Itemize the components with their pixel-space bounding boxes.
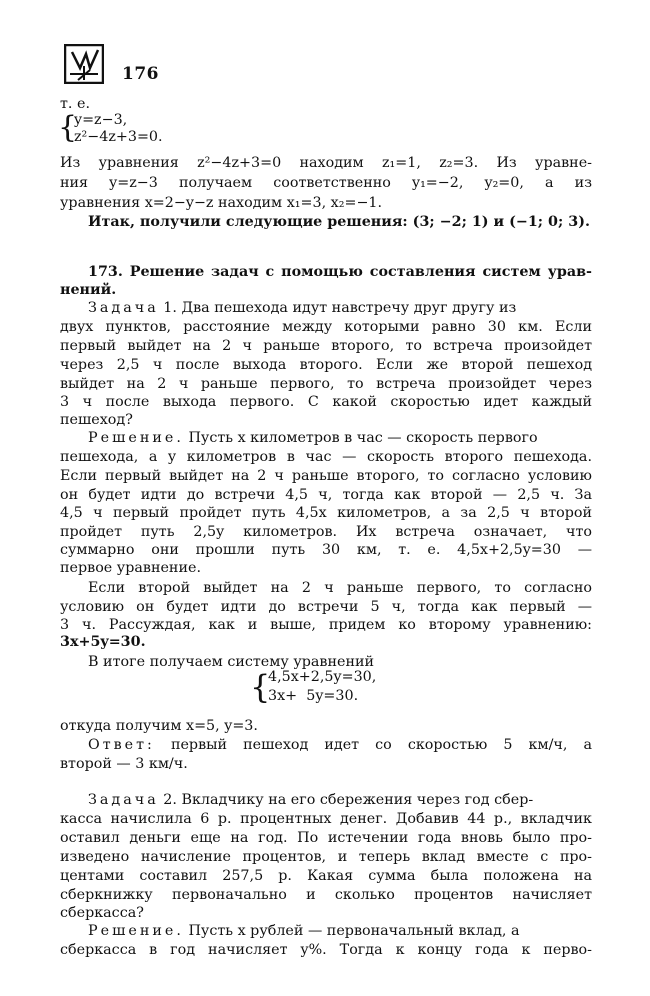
- solution-line: 4,5 ч первый пройдет путь 4,5x километров, а за 2,5 ч второй: [60, 505, 592, 521]
- text-line: уравнения x=2−y−z находим x₁=3, x₂=−1.: [60, 195, 383, 211]
- solution-line: [88, 428, 538, 448]
- solution-line: Если первый выйдет на 2 ч раньше второго, то согласно условию: [60, 468, 592, 484]
- system-equation: 4,5x+2,5y=30,: [268, 669, 377, 685]
- section-heading: нений.: [60, 282, 117, 298]
- solution-line: он будет идти до встречи 4,5 ч, тогда как второй — 2,5 ч. За: [60, 487, 592, 503]
- task-line: пешеход?: [60, 412, 133, 428]
- task-line: 3 ч после выхода первого. С какой скоростью идет каждый: [60, 394, 592, 410]
- answer-text: первый пешеход идет со скоростью 5 км/ч, а: [154, 737, 592, 753]
- solution-line: [88, 921, 520, 941]
- task-line: сберкнижку первоначально и сколько процентов начисляет: [60, 887, 592, 903]
- answer-line: [88, 735, 592, 755]
- page-number: 176: [122, 64, 159, 84]
- task-line: [88, 298, 516, 318]
- solution-line: первое уравнение.: [60, 560, 201, 576]
- task-line: сберкасса?: [60, 905, 144, 921]
- text-line: Из уравнения z²−4z+3=0 находим z₁=1, z₂=3. Из уравне-: [60, 155, 592, 171]
- solution-line: пешехода, а y километров в час — скорость второго пешехода.: [60, 449, 592, 465]
- text-line: ния y=z−3 получаем соответственно y₁=−2, y₂=0, а из: [60, 175, 592, 191]
- task-text: 1. Два пешехода идут навстречу друг другу из: [158, 300, 517, 316]
- task-line: касса начислила 6 р. процентных денег. Добавив 44 р., вкладчик: [60, 811, 592, 827]
- task-line: изведено начисление процентов, и теперь вклад вместе с про-: [60, 849, 592, 865]
- solution-line: откуда получим x=5, y=3.: [60, 718, 258, 734]
- solution-line: пройдет путь 2,5y километров. Их встреча означает, что: [60, 524, 592, 540]
- publisher-emblem-icon: [64, 44, 104, 84]
- solution-line: В итоге получаем систему уравнений: [88, 654, 375, 670]
- system-brace: {: [250, 668, 271, 706]
- solution-label: Решение.: [88, 923, 184, 939]
- solution-text: Пусть x рублей — первоначальный вклад, а: [183, 923, 520, 939]
- task-label: Задача: [88, 300, 159, 316]
- task-line: оставил деньги еще на год. По истечении года вновь было про-: [60, 830, 592, 846]
- conclusion-line: Итак, получили следующие решения: (3; −2; 1) и (−1; 0; 3).: [88, 214, 590, 230]
- task-text: 2. Вкладчику на его сбережения через год сбер-: [158, 792, 534, 808]
- task-line: через 2,5 ч после выхода второго. Если же второй пешеход: [60, 357, 592, 373]
- system-equation: z²−4z+3=0.: [74, 129, 163, 145]
- task-line: первый выйдет на 2 ч раньше второго, то встреча произойдет: [60, 338, 592, 354]
- solution-line: Если второй выйдет на 2 ч раньше первого, то согласно: [88, 580, 592, 596]
- te-abbrev: т. е.: [60, 96, 91, 112]
- solution-line: 3x+5y=30.: [60, 634, 146, 650]
- answer-line: второй — 3 км/ч.: [60, 756, 188, 772]
- task-line: центами составил 257,5 р. Какая сумма была положена на: [60, 868, 592, 884]
- answer-label: Ответ:: [88, 737, 155, 753]
- task-label: Задача: [88, 792, 159, 808]
- solution-text: Пусть x километров в час — скорость первого: [183, 430, 538, 446]
- system-brace: {: [58, 110, 78, 145]
- solution-label: Решение.: [88, 430, 184, 446]
- task-line: выйдет на 2 ч раньше первого, то встреча произойдет через: [60, 376, 592, 392]
- system-equation: y=z−3,: [74, 112, 128, 128]
- solution-line: условию он будет идти до встречи 5 ч, тогда как первый —: [60, 599, 592, 615]
- task-line: [88, 790, 533, 810]
- system-equation: 3x+ 5y=30.: [268, 688, 359, 704]
- task-line: двух пунктов, расстояние между которыми равно 30 км. Если: [60, 319, 592, 335]
- solution-line: сберкасса в год начисляет y%. Тогда к концу года к перво-: [60, 942, 592, 958]
- solution-line: суммарно они прошли путь 30 км, т. е. 4,5x+2,5y=30 —: [60, 542, 592, 558]
- section-heading: 173. Решение задач с помощью составления систем урав-: [88, 264, 592, 280]
- solution-line: 3 ч. Рассуждая, как и выше, придем ко второму уравнению:: [60, 617, 592, 633]
